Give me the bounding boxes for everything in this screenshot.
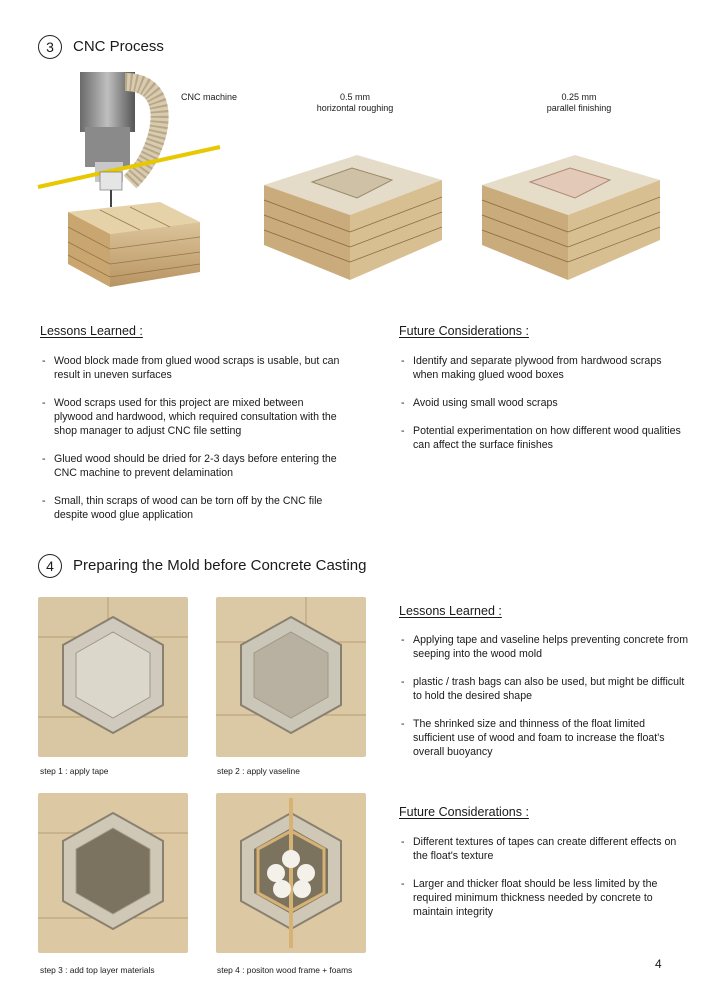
section-3-number-text: 3 xyxy=(46,39,54,55)
list-item: - Potential experimentation on how different wood qualities can affect the surface finishes xyxy=(399,424,689,452)
section-4-number xyxy=(38,554,62,578)
section-3-number xyxy=(38,35,62,59)
list-item: - The shrinked size and thinness of the float limited sufficient use of wood and foam to increase the float's overall buoyancy xyxy=(399,717,689,759)
list-item: - Wood block made from glued wood scraps is usable, but can result in uneven surfaces xyxy=(40,354,340,382)
caption-cnc-machine: CNC machine xyxy=(181,92,238,102)
list-item: - plastic / trash bags can also be used, but might be difficult to hold the desired shape xyxy=(399,675,689,703)
list-item: - Different textures of tapes can create different effects on the float's texture xyxy=(399,835,689,863)
section-4-title: Preparing the Mold before Concrete Casting xyxy=(73,557,367,574)
caption-finishing-depth: 0.25 mm xyxy=(561,92,597,102)
step-2-photo xyxy=(216,597,366,757)
step-3-caption: step 3 : add top layer materials xyxy=(40,965,155,975)
step-1-caption: step 1 : apply tape xyxy=(40,766,109,776)
step-3-photo xyxy=(38,793,188,953)
list-item: - Applying tape and vaseline helps preventing concrete from seeping into the wood mold xyxy=(399,633,689,661)
caption-roughing-depth: 0.5 mm xyxy=(339,92,370,102)
list-item: - Glued wood should be dried for 2-3 days before entering the CNC machine to prevent delamination xyxy=(40,452,340,480)
list-item: - Avoid using small wood scraps xyxy=(399,396,689,410)
section-3-lessons-list xyxy=(40,354,340,536)
caption-finishing-method: parallel finishing xyxy=(546,103,612,113)
caption-roughing-method: horizontal roughing xyxy=(316,103,394,113)
step-2-caption: step 2 : apply vaseline xyxy=(217,766,300,776)
list-item: - Small, thin scraps of wood can be torn off by the CNC file despite wood glue application xyxy=(40,494,340,522)
cnc-machine-image xyxy=(30,72,250,292)
list-item: - Larger and thicker float should be less limited by the required minimum thickness needed by concrete to maintain integrity xyxy=(399,877,689,919)
step-4-caption: step 4 : positon wood frame + foams xyxy=(217,965,353,975)
list-item: - Identify and separate plywood from hardwood scraps when making glued wood boxes xyxy=(399,354,689,382)
section-4-future-list xyxy=(399,835,689,933)
section-4-lessons-heading: Lessons Learned : xyxy=(399,604,502,618)
section-3-future-list xyxy=(399,354,689,466)
list-item: - Wood scraps used for this project are mixed between plywood and hardwood, which required consultation with the shop manager to adjust CNC file setting xyxy=(40,396,340,438)
finishing-block-image xyxy=(480,140,665,290)
roughing-block-image xyxy=(262,140,447,290)
section-4-future-heading: Future Considerations : xyxy=(399,805,529,819)
step-1-photo xyxy=(38,597,188,757)
step-4-photo xyxy=(216,793,366,953)
section-4-lessons-list xyxy=(399,633,689,773)
caption-finishing xyxy=(514,92,644,114)
caption-roughing xyxy=(290,92,420,114)
page-number: 4 xyxy=(655,957,662,971)
section-3-title: CNC Process xyxy=(73,38,164,55)
section-4-number-text: 4 xyxy=(46,558,54,574)
section-3-lessons-heading: Lessons Learned : xyxy=(40,324,143,338)
section-3-future-heading: Future Considerations : xyxy=(399,324,529,338)
